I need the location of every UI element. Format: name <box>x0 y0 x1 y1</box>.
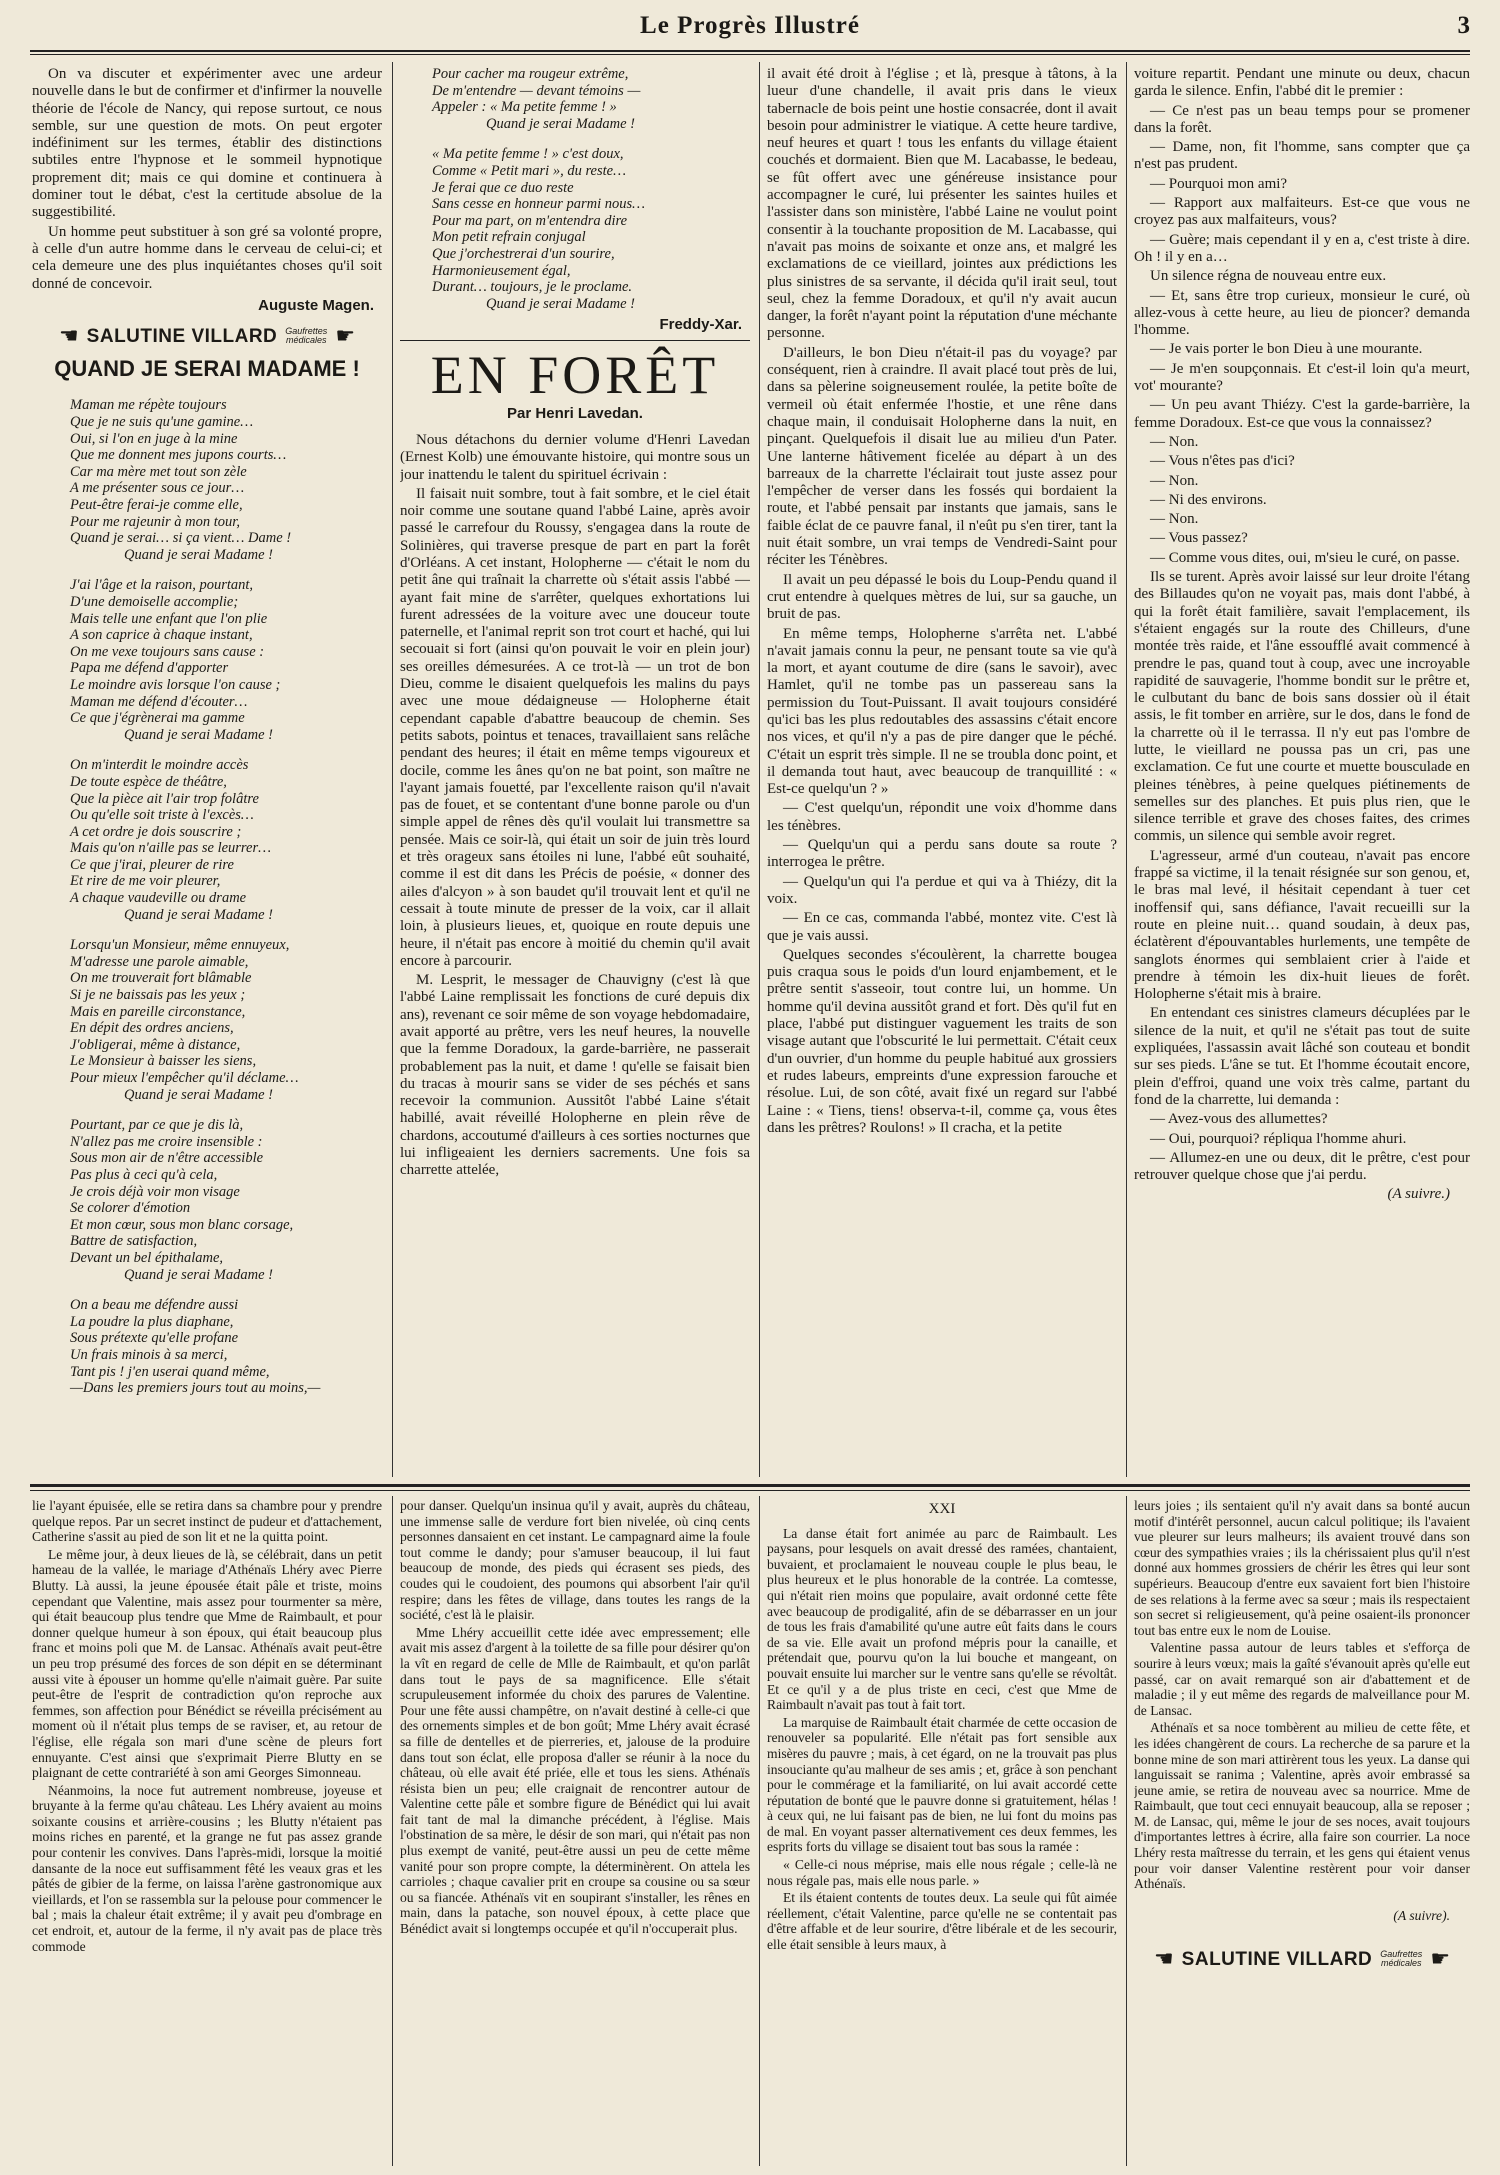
verse-line: Pour ma part, on m'entendra dire <box>432 212 628 229</box>
verse-line: Oui, si l'on en juge à la mine <box>70 430 238 447</box>
verse-line: Tant pis ! j'en userai quand même, <box>70 1363 270 1380</box>
paragraph: La danse était fort animée au parc de Raimbault. Les paysans, pour lesquels on avait dressé des ramées, chantaient, buvaient, et proclamaient le nouveau couple le plus beau, le plus heureux et le plus honorable de la contrée. La comtesse, qui n'était rien moins que populaire, avait ordonné cette fête avec beaucoup de prodigalité, afin de se débarrasser en un jour de tous les frais d'amabilité qu'une autre eût faits dans le cours de sa vie. Elle avait un profond mépris pour la canaille, et prétendait que, pourvu qu'on la lui bouche et mangeant, on pouvait ensuite lui marcher sur le ventre sans qu'elle se révoltât. Et ce qu'il y a de plus triste en ceci, c'est que Mme de Raimbault n'avait pas tout à fait tort. <box>767 1525 1117 1713</box>
verse-line: Et mon cœur, sous mon blanc corsage, <box>70 1216 294 1233</box>
signature-magen: Auguste Magen. <box>258 296 374 314</box>
column-divider <box>1126 1496 1127 2166</box>
paragraph: Il avait un peu dépassé le bois du Loup-Pendu quand il crut entendre à quelques mètres de lui, sur sa gauche, un bruit de pas. <box>767 571 1117 623</box>
verse-line: D'une demoiselle accomplie; <box>70 593 239 610</box>
verse-line: Quand je serai Madame ! <box>486 295 636 312</box>
paragraph: — Comme vous dites, oui, m'sieu le curé, on passe. <box>1150 549 1460 566</box>
column-2 <box>400 66 750 1476</box>
stanza-gap <box>70 1103 382 1117</box>
column-divider <box>392 62 393 1477</box>
verse-line: A chaque vaudeville ou drame <box>70 890 247 907</box>
feuilleton-rule-thin <box>30 1490 1470 1491</box>
verse-line: Harmonieusement égal, <box>432 262 571 279</box>
publication-title: Le Progrès Illustré <box>640 12 860 39</box>
header-rule-thin <box>30 54 1470 55</box>
verse-line: On a beau me défendre aussi <box>70 1297 239 1314</box>
feuilleton-column-3 <box>767 1498 1117 2163</box>
verse-line: A son caprice à chaque instant, <box>70 627 253 644</box>
verse-line: Lorsqu'un Monsieur, même ennuyeux, <box>70 937 290 954</box>
paragraph: — En ce cas, commanda l'abbé, montez vite. C'est là que je vais aussi. <box>767 910 1117 944</box>
poem-verses <box>32 397 382 1396</box>
paragraph: L'agresseur, armé d'un couteau, n'avait pas encore frappé sa victime, il la tenait résignée sur son genou, et, le bras mal levé, il hésitait cependant à tuer cet inoffensif qui, sans défiance, l'avait recueilli sur la route en pleine nuit… quand soudain, à deux pas, éclatèrent d'épouvantables hurlements, une tempête de sanglots énormes qui semblaient crier à l'aide et prendre à témoin les dix-huit lieues de forêt. Holopherne s'était mis à braire. <box>1134 847 1470 1003</box>
paragraph: — Non. <box>1150 511 1199 528</box>
verse-line: Que j'orchestrerai d'un sourire, <box>432 245 615 262</box>
verse-line: Pourtant, par ce que je dis là, <box>70 1117 244 1134</box>
verse-line: On me vexe toujours sans cause : <box>70 643 265 660</box>
verse-line: Car ma mère met tout son zèle <box>70 463 247 480</box>
signature-freddy-xar: Freddy-Xar. <box>659 316 742 334</box>
paragraph: — Je m'en soupçonnais. Et c'est-il loin qu'a meurt, vot' mourante? <box>1134 360 1470 395</box>
ad-salutine-villard <box>1134 1946 1470 1972</box>
to-be-continued: (A suivre). <box>1393 1907 1450 1923</box>
verse-line: Que la pièce ait l'air trop folâtre <box>70 790 259 807</box>
chapter-number: XXI <box>928 1501 956 1517</box>
paragraph: Quelques secondes s'écoulèrent, la charrette bougea puis craqua sous le poids d'un lourd enjambement, et le prêtre sentit s'asseoir, tout contre lui, un homme. Un homme qu'il devina aussitôt grand et fort. Dès qu'il fut en place, l'abbé put distinguer vaguement les traits de son visage autant que l'obscurité le lui permettait. C'était ceux d'un ouvrier, d'un homme du peuple habitué aux grossiers et rudes labeurs, empreints d'une expression farouche et résolue. Lui, de son côté, avait fixé un regard sur l'abbé Laine : « Tiens, tiens! observa-t-il, comme ça, vous êtes dans les prêtres? Roulons! » Il cracha, et la petite <box>767 946 1117 1136</box>
paragraph: « Celle-ci nous méprise, mais elle nous régale ; celle-là ne nous régale pas, mais elle nous parle. » <box>767 1857 1117 1888</box>
column-3 <box>767 66 1117 1476</box>
paragraph: Néanmoins, la noce fut autrement nombreuse, joyeuse et bruyante à la ferme qu'au château. Les Lhéry avaient au moins soixante cousins et arrière-cousins ; les Blutty n'étaient pas moins riches en parenté, et la grange ne fut pas assez grande pour contenir les convives. Dans l'après-midi, lorsque la moitié dansante de la noce eut suffisamment fêté les veaux gras et les pâtés de gibier de la ferme, on laissa l'arène gastronomique aux vieillards, et l'on se rassembla sur la pelouse pour commencer le bal ; mais la chaleur était extrême; il y avait peu d'ombrage en cet endroit, et, autour de la ferme, il n'y avait pas de place très commode <box>32 1782 382 1954</box>
ad-brand: SALUTINE VILLARD <box>1181 1948 1373 1970</box>
verse-line: Et rire de me voir pleurer, <box>70 873 221 890</box>
stanza-gap <box>70 923 382 937</box>
pointing-hand-icon: ☛ <box>335 323 356 349</box>
verse-line: Sous prétexte qu'elle profane <box>70 1330 239 1347</box>
paragraph: — Quelqu'un qui l'a perdue et qui va à Thiézy, dit la voix. <box>767 873 1117 907</box>
verse-line: Ce que j'égrènerai ma gamme <box>70 710 245 727</box>
verse-line: Ce que j'irai, pleurer de rire <box>70 856 234 873</box>
paragraph: — Un peu avant Thiézy. C'est la garde-barrière, la femme Doradoux. Est-ce que vous la connaissez? <box>1134 397 1470 431</box>
column-divider <box>759 1496 760 2166</box>
stanza-gap <box>70 1283 382 1297</box>
paragraph: leurs joies ; ils sentaient qu'il n'y avait dans sa bonté aucun motif d'intérêt personnel, aucun calcul politique; ils l'avaient vue pleurer sur leurs malheurs; ils avaient trouvé dans son cœur des sympathies vraies ; ils la chérissaient plus qu'il n'est donné aux hommes grossiers de chérir les êtres qui leur sont supérieurs. Beaucoup d'entre eux savaient fort bien l'histoire de ses relations à la ferme avec sa sœur ; mais ils respectaient son secret si religieusement, qu'à peine osaient-ils prononcer tout bas entre eux le nom de Louise. <box>1134 1498 1470 1638</box>
verse-line: J'ai l'âge et la raison, pourtant, <box>70 577 254 594</box>
paragraph: Un homme peut substituer à son gré sa volonté propre, à celle d'un autre homme dans le cerveau de celui-ci; et cela demeure une des plus inquiétantes choses qu'il soit donné de concevoir. <box>32 223 382 292</box>
pointing-hand-icon: ☛ <box>1430 1946 1451 1972</box>
verse-line: « Ma petite femme ! » c'est doux, <box>432 146 624 163</box>
verse-line: Ou qu'elle soit triste à l'excès… <box>70 807 254 824</box>
verse-line: Que me donnent mes jupons courts… <box>70 447 287 464</box>
column-4 <box>1134 66 1470 1476</box>
verse-line: Comme « Petit mari », du reste… <box>432 162 626 179</box>
paragraph: D'ailleurs, le bon Dieu n'était-il pas du voyage? par conséquent, rien à craindre. Il avait placé tout près de lui, dans sa pèlerine soigneusement roulée, la petite boîte de vermeil où était enfermée l'hostie, et une rêne dans chaque main, il conduisait Holopherne dans la nuit, en pinçant. Quelquefois il disait lue au milieu d'un Pater. Une lanterne hâtivement ficelée au départ à un des barreaux de la charrette l'éclairait tout juste assez pour l'empêcher de verser dans les fossés qui bordaient la route, et l'abbé pensait par instants que jamais, sans le faible éclat de ce pauvre fanal, il n'eût pu s'en tirer, tant la nuit était sombre, un vrai temps de Vendredi-Saint pour réciter les Ténèbres. <box>767 344 1117 569</box>
story-byline: Par Henri Lavedan. <box>507 404 643 422</box>
column-1 <box>32 66 382 1476</box>
verse-line: Si je ne baissais pas les yeux ; <box>70 987 246 1004</box>
ad-tagline: Gaufrettes médicales <box>285 326 328 346</box>
paragraph: Nous détachons du dernier volume d'Henri Lavedan (Ernest Kolb) une émouvante histoire, qui montre sous un jour inattendu le talent du spirituel écrivain : <box>400 431 750 483</box>
verse-line: Appeler : « Ma petite femme ! » <box>432 99 617 116</box>
paragraph: Il faisait nuit sombre, tout à fait sombre, et le ciel était noir comme une soutane quand l'abbé Laine, après avoir passé le carrefour du Roussy, s'engagea dans la route de Solinières, qui traverse presque de part en part la forêt d'Orléans. A cet instant, Holopherne — c'était le nom du petit âne qui traînait la charrette où s'était assis l'abbé — ayant fait mine de s'arrêter, quelques exhortations lui furent adressées de la voiture avec une douceur toute paternelle, et l'animal reprit son trot court et haché, qui lui secouait si fort (ainsi qu'on pouvait le voir en plein jour) ses oreilles démesurées. A ce trot-là — un trot de bon Dieu, comme le disaient quelquefois les malins du pays avec une moue dédaigneuse — Holopherne était cependant capable d'abattre beaucoup de chemin. Ses petits sabots, pointus et tenaces, travaillaient sans relâche pendant des heures; il était en même temps vigoureux et docile, comme les ânes qu'on ne bat point, son maître ne l'ayant jamais fouetté, par l'excellente raison qu'il n'avait pas de fouet, et se contentant d'une bonne parole ou d'un simple appel de rênes dès qu'il voulait lui transmettre sa pensée. Mais ce soir-là, qui était un soir de juin très lourd et très orageux sans étoiles ni lune, l'abbé eût souhaité, comme il est dit dans les Précis de poésie, « donner des ailes d'alcyon » à son baudet qu'il trouvait lent et qu'il ne cessait à toute minute de presser de la voix, car il allait loin, à plusieurs lieues, et, quoique en route depuis une heure, il n'était pas encore à moitié du chemin qu'il avait encore à parcourir. <box>400 485 750 969</box>
story-title: EN FORÊT <box>430 344 720 405</box>
paragraph: — Avez-vous des allumettes? <box>1150 1111 1328 1128</box>
verse-line: Battre de satisfaction, <box>70 1233 198 1250</box>
paragraph: — Oui, pourquoi? répliqua l'homme ahuri. <box>1150 1130 1407 1147</box>
poem-title: QUAND JE SERAI MADAME ! <box>54 356 360 382</box>
verse-line: Pour me rajeunir à mon tour, <box>70 513 240 530</box>
verse-line: En dépit des ordres anciens, <box>70 1020 234 1037</box>
verse-line: Le Monsieur à baisser les siens, <box>70 1053 257 1070</box>
paragraph: — Guère; mais cependant il y en a, c'est triste à dire. Oh ! il y en a… <box>1134 231 1470 265</box>
ad-salutine-villard <box>32 323 382 349</box>
verse-line: Maman me répète toujours <box>70 397 227 414</box>
feuilleton-column-4 <box>1134 1498 1470 2163</box>
paragraph: lie l'ayant épuisée, elle se retira dans sa chambre pour y prendre quelque repos. Par un secret instinct de pudeur et d'attachement, Catherine s'assit au pied de son lit et ne la quitta point. <box>32 1498 382 1545</box>
stanza-gap <box>70 563 382 577</box>
page-number: 3 <box>1457 12 1470 39</box>
verse-line: De m'entendre — devant témoins — <box>432 82 641 99</box>
page-header <box>30 12 1470 46</box>
paragraph: voiture repartit. Pendant une minute ou deux, chacun garda le silence. Enfin, l'abbé dit le premier : <box>1134 66 1470 100</box>
paragraph: Et ils étaient contents de toutes deux. La seule qui fût aimée réellement, c'était Valentine, parce qu'elle ne se contentait pas d'être affable et de leur sourire, d'être libérale et de les secourir, elle était sensible à leurs maux, à <box>767 1890 1117 1953</box>
verse-line: Mon petit refrain conjugal <box>432 229 586 246</box>
verse-line: M'adresse une parole aimable, <box>70 953 249 970</box>
verse-line: Que je ne suis qu'une gamine… <box>70 414 254 431</box>
paragraph: — C'est quelqu'un, répondit une voix d'homme dans les ténèbres. <box>767 800 1117 834</box>
verse-line: Quand je serai Madame ! <box>124 1086 274 1103</box>
paragraph: — Vous passez? <box>1150 530 1248 547</box>
paragraph: — Quelqu'un qui a perdu sans doute sa route ? interrogea le prêtre. <box>767 837 1117 871</box>
paragraph: — Non. <box>1150 433 1199 450</box>
verse-line: Quand je serai Madame ! <box>124 726 274 743</box>
verse-line: Quand je serai Madame ! <box>124 1266 274 1283</box>
paragraph: — Pourquoi mon ami? <box>1150 175 1288 192</box>
paragraph: — Dame, non, fit l'homme, sans compter que ça n'est pas prudent. <box>1134 139 1470 173</box>
verse-line: La poudre la plus diaphane, <box>70 1313 234 1330</box>
paragraph: — Ce n'est pas un beau temps pour se promener dans la forêt. <box>1134 102 1470 136</box>
paragraph: Mme Lhéry accueillit cette idée avec empressement; elle avait mis assez d'argent à la toilette de sa fille pour désirer qu'on la vît en regard de celle de Mlle de Raimbault, et qu'on parlât dans tout le pays de sa magnificence. Elle s'était scrupuleusement informée du choix des parures de Valentine. Pour une fête aussi champêtre, on n'avait destiné à celle-ci que des ornements simples et de bon goût; Mme Lhéry avait écrasé sa fille de dentelles et de pierreries, et, jalouse de la produire dans tout son éclat, elle proposa d'aller se réunir à la noce du château, où elle avait été priée, elle et tous les siens. Athénaïs résista bien un peu; elle craignait de rencontrer autour de Valentine cette pâle et sombre figure de Bénédict qui lui avait fait tant de mal la dimanche précédent, à l'église. Mais l'obstination de sa mère, le désir de son mari, qui n'était pas non plus exempt de vanité, peut-être aussi un peu de cette même vanité pour son propre compte, la déterminèrent. On attela les carrioles ; chaque cavalier prit en croupe sa cousine ou sa sœur ou sa fiancée. Athénaïs vit en soupirant s'installer, les rênes en main, dans la patache, son nouvel époux, à cette place que Bénédict avait si longtemps occupée et qu'il n'occuperait plus. <box>400 1624 750 1937</box>
column-divider <box>759 62 760 1477</box>
verse-line: Quand je serai Madame ! <box>486 115 636 132</box>
to-be-continued: (A suivre.) <box>1387 1186 1450 1203</box>
paragraph: En entendant ces sinistres clameurs décuplées par le silence de la nuit, et qu'il ne s'était pas tout de suite expliquées, l'assassin avait lâché son couteau et bondit sur ses pieds. L'âne se tut. Et l'homme écoutait encore, plein d'effroi, quand une voix très calme, partant du fond de la charrette, lui demanda : <box>1134 1005 1470 1108</box>
verse-line: Quand je serai Madame ! <box>124 906 274 923</box>
paragraph: En même temps, Holopherne s'arrêta net. L'abbé n'avait jamais connu la peur, ne pensant toute sa vie qu'à la mort, et ayant coutume de dire (sans le savoir), avec Hamlet, qu'il ne tombe pas un passereau sans la permission du Tout-Puissant. Il avait toujours considéré qu'ici bas les plus redoutables des assassins c'était encore nos vices, et qu'il n'y a pas de pire danger que le péché. C'était un esprit très simple. Il ne se troubla donc point, et il demanda tout haut, avec beaucoup de tranquillité : « Est-ce quelqu'un ? » <box>767 625 1117 798</box>
paragraph: M. Lesprit, le messager de Chauvigny (c'est là que l'abbé Laine remplissait les fonctions de curé depuis dix ans), revenant ce soir même de son voyage hebdomadaire, avait apporté au prêtre, vers les neuf heures, la nouvelle que la femme Doradoux, la garde-barrière, ne passerait probablement pas la nuit, et dame ! qu'elle se faisait bien du tracas à mourir sans se vider de ses péchés et sans recevoir la communion. Aussitôt l'abbé Laine s'était habillé, avait réveillé Holopherne en plein rêve de chardons, accoutumé d'ailleurs à ces sorties nocturnes que lui infligeaient les derniers sacrements. Une fois sa charrette attelée, <box>400 972 750 1179</box>
verse-line: Sans cesse en honneur parmi nous… <box>432 196 646 213</box>
paragraph: pour danser. Quelqu'un insinua qu'il y avait, auprès du château, une immense salle de verdure fort bien nivelée, où cinq cents personnes dansaient en cet instant. Le campagnard aime la foule tout comme le dandy; pour s'amuser beaucoup, il lui faut beaucoup de monde, des pieds qui écrasent ses pieds, des coudes qui le coudoient, des poumons qui absorbent l'air qu'il respire; dans les fêtes de village, dans toutes les rangs de la société, c'est là le plaisir. <box>400 1498 750 1623</box>
paragraph: — Et, sans être trop curieux, monsieur le curé, où allez-vous à cette heure, au lieu de pioncer? demanda l'homme. <box>1134 287 1470 339</box>
verse-line: —Dans les premiers jours tout au moins,— <box>70 1380 321 1397</box>
paragraph: — Ni des environs. <box>1150 491 1267 508</box>
verse-line: De toute espèce de théâtre, <box>70 773 227 790</box>
stanza-gap <box>70 743 382 757</box>
verse-line: Peut-être ferai-je comme elle, <box>70 497 243 514</box>
paragraph: — Je vais porter le bon Dieu à une mourante. <box>1150 341 1423 358</box>
column-divider <box>1126 62 1127 1477</box>
verse-line: On m'interdit le moindre accès <box>70 757 249 774</box>
feuilleton-column-2 <box>400 1498 750 2163</box>
paragraph: Un silence régna de nouveau entre eux. <box>1150 268 1387 285</box>
verse-line: N'allez pas me croire insensible : <box>70 1133 263 1150</box>
verse-line: Mais telle une enfant que l'on plie <box>70 610 268 627</box>
verse-line: Quand je serai Madame ! <box>124 546 274 563</box>
verse-line: J'obligerai, même à distance, <box>70 1036 241 1053</box>
paragraph: Ils se turent. Après avoir laissé sur leur droite l'étang des Billaudes qu'on ne voyait pas, mais dont l'abbé, à qui la forêt était familière, savait l'emplacement, ils s'étaient engagés sur la route des Chilleurs, d'une montée très raide, et l'âne essoufflé avait commencé à prendre le pas, quand tout à coup, avec une incroyable rapidité de sauvagerie, l'homme bondit sur le prêtre et, le culbutant du banc de bois sans dossier où il était assis, le fit tomber en arrière, sur le dos, dans le fond de la charrette où il le terrassa. Il n'y eut pas l'ombre de lutte, le vieillard ne poussa pas un cri, pas une exclamation. Ce fut une courte et muette bousculade en pleines ténèbres, à peine quelques piétinements de semelles sur des planches. Et puis plus rien, que le silence terrible et grave des choses faites, des crimes commis, un silence qui semble avoir regret. <box>1134 569 1470 845</box>
paragraph: — Rapport aux malfaiteurs. Est-ce que vous ne croyez pas aux malfaiteurs, vous? <box>1134 195 1470 229</box>
ad-brand: SALUTINE VILLARD <box>86 325 278 347</box>
verse-line: Pas plus à ceci qu'à cela, <box>70 1166 218 1183</box>
ad-tagline: Gaufrettes médicales <box>1380 1949 1423 1969</box>
verse-line: A cet ordre je dois souscrire ; <box>70 823 242 840</box>
paragraph: Athénaïs et sa noce tombèrent au milieu de cette fête, et les idées changèrent de cours. La recherche de sa parure et la bonne mine de son mari attirèrent tous les yeux. La danse qui languissait se ranima ; Valentine, après avoir embrassé sa jeune amie, se retira de nouveau avec sa nourrice. Mme de Raimbault, que tout ceci ennuyait beaucoup, alla se reposer ; M. de Lansac, qui, même le jour de ses noces, avait toujours d'importantes lettres à écrire, alla faire son courrier. La noce Lhéry resta maîtresse du terrain, et les gens qui étaient venus pour voir danser Valentine restèrent pour voir danser Athénaïs. <box>1134 1720 1470 1892</box>
verse-line: Quand je serai… si ça vient… Dame ! <box>70 530 292 547</box>
poem-verses-continued <box>400 66 750 312</box>
paragraph: Valentine passa autour de leurs tables et s'efforça de sourire à leurs vœux; mais la gaîté s'évanouit après qu'elle eut passé, car on avait remarqué son air d'abattement et de maladie ; il y eut même des regards de malveillance pour M. de Lansac. <box>1134 1640 1470 1718</box>
column-divider <box>392 1496 393 2166</box>
paragraph: — Non. <box>1150 472 1199 489</box>
verse-line: Un frais minois à sa merci, <box>70 1346 228 1363</box>
verse-line: Je ferai que ce duo reste <box>432 179 574 196</box>
verse-line: Devant un bel épithalame, <box>70 1249 224 1266</box>
verse-line: Papa me défend d'apporter <box>70 660 229 677</box>
verse-line: Maman me défend d'écouter… <box>70 693 248 710</box>
verse-line: Pour cacher ma rougeur extrême, <box>432 66 629 82</box>
verse-line: Mais qu'on n'aille pas se leurrer… <box>70 840 272 857</box>
paragraph: Le même jour, à deux lieues de là, se célébrait, dans un petit hameau de la vallée, le mariage d'Athénaïs Lhéry avec Pierre Blutty. Là aussi, la jeune épousée était pâle et triste, moins cependant que Valentine, mais assez pour tourmenter sa mère, qui était beaucoup plus tendre que Mme de Raimbault, et pour donner quelque humeur à son époux, qui était beaucoup plus franc et moins poli que M. de Lansac. Athénaïs avait peut-être un peu trop présumé des forces de son dépit en se déterminant aussi vite à épouser un homme qu'elle n'aimait guère. Par suite peut-être de l'esprit de contradiction qu'on reproche aux femmes, son affection pour Bénédict se réveilla précisément au moment où il n'était plus temps de se raviser, et, au retour de l'église, elle régala son mari d'une scène de pleurs fort ennuyante. C'est ainsi que s'exprimait Pierre Blutty en se plaignant de cette contrariété à son ami Georges Simonneau. <box>32 1546 382 1781</box>
paragraph: — Vous n'êtes pas d'ici? <box>1150 453 1295 470</box>
verse-line: Mais en pareille circonstance, <box>70 1003 246 1020</box>
feuilleton-rule <box>30 1484 1470 1487</box>
paragraph: La marquise de Raimbault était charmée de cette occasion de renouveler sa popularité. Elle n'était pas fort sensible aux misères du pauvre ; mais, à cet égard, on ne la trouvait pas plus insouciante qu'au malheur de ses amis ; et, grâce à son penchant pour le commérage et la familiarité, on lui avait accordé cette réputation de bonté que le pauvre donne si gratuitement, hélas ! à ceux qui, ne lui faisant pas de bien, ne lui font du moins pas de mal. En voyant passer alternativement ces deux femmes, les esprits forts du village se disaient tout bas sous la ramée : <box>767 1714 1117 1855</box>
paragraph: — Allumez-en une ou deux, dit le prêtre, c'est pour retrouver quelque chose que j'ai perdu. <box>1134 1149 1470 1184</box>
pointing-hand-icon: ☚ <box>1153 1946 1174 1972</box>
pointing-hand-icon: ☚ <box>58 323 79 349</box>
verse-line: Durant… toujours, je le proclame. <box>432 279 633 296</box>
header-rule <box>30 50 1470 52</box>
verse-line: A me présenter sous ce jour… <box>70 480 245 497</box>
verse-line: Se colorer d'émotion <box>70 1200 191 1217</box>
section-rule <box>400 340 750 341</box>
verse-line: Le moindre avis lorsque l'on cause ; <box>70 676 281 693</box>
verse-line: Sous mon air de n'être accessible <box>70 1150 264 1167</box>
feuilleton-column-1 <box>32 1498 382 2163</box>
verse-line: Je crois déjà voir mon visage <box>70 1183 240 1200</box>
stanza-gap <box>432 132 750 146</box>
verse-line: On me trouverait fort blâmable <box>70 970 252 987</box>
verse-line: Pour mieux l'empêcher qu'il déclame… <box>70 1070 299 1087</box>
paragraph: il avait été droit à l'église ; et là, presque à tâtons, à la lueur d'une chandelle, il avait pris dans le vieux tabernacle de bois peint une hostie consacrée, dont il avait besoin pour administrer le viatique. A cette heure tardive, neuf heures et quart ! tous les enfants du village étaient couchés et dormaient. Bien que M. Lacabasse, le bedeau, se fût offert avec une généreuse insistance pour accompagner le curé, lui présenter les saintes huiles et l'assister dans son ministère, l'abbé Laine ne voulut point consentir à la touchante proposition de M. Lacabasse, qui n'avait pas moins de soixante et onze ans, et malgré les exclamations de ce vieillard, jointes aux prédictions les plus sinistres de sa servante, il décida qu'il irait seul, tout seul, chez la femme Doradoux, et qu'il n'y avait aucun danger, la forêt n'ayant point la réputation d'une méchante personne. <box>767 66 1117 342</box>
paragraph: On va discuter et expérimenter avec une ardeur nouvelle dans le but de confirmer et d'infirmer la nouvelle théorie de l'école de Nancy, qui repose surtout, ce nous semble, sur une question de mots. On peut ergoter indéfiniment sur les termes, établir des distinctions subtiles entre l'hypnose et le sommeil hypnotique proprement dit; mais ce qui domine et continuera à dominer tout le débat, c'est la certitude absolue de la suggestibilité. <box>32 66 382 221</box>
